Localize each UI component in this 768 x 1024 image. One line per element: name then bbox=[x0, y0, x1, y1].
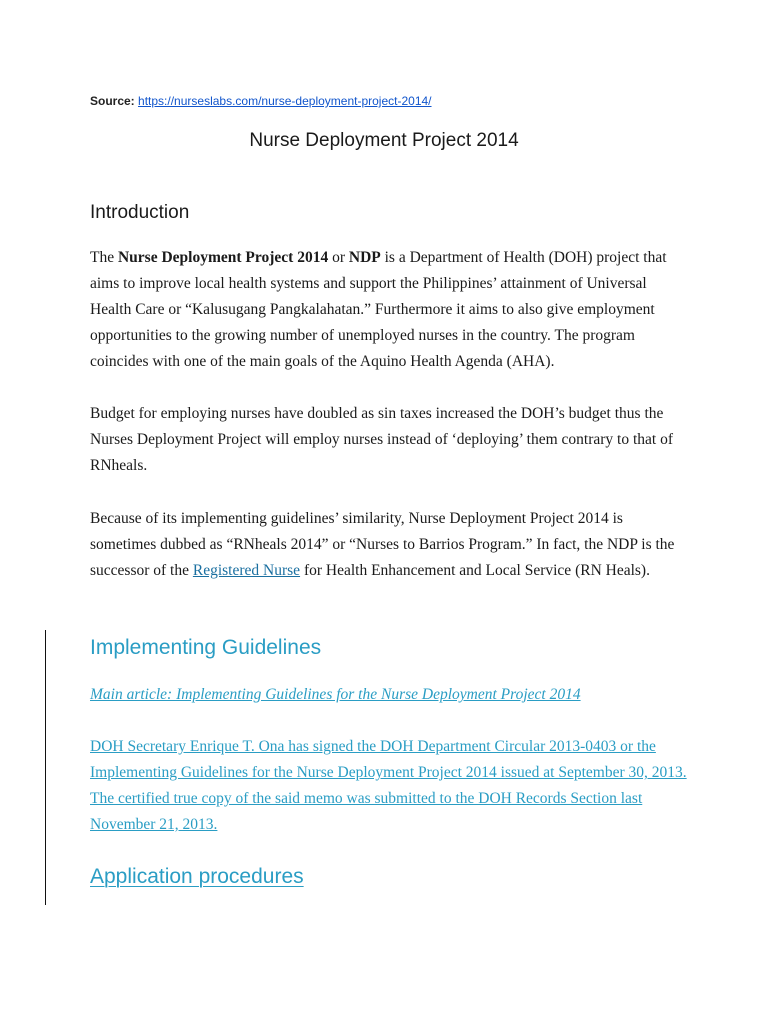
implementing-guidelines-body-link[interactable]: DOH Secretary Enrique T. Ona has signed the DOH Department Circular 2013-0403 or the Implementing Guidelines for the Nurse Deployment Project 2014 issued at September 30, 2013. The certified true copy of the said memo was submitted to the DOH Records Section last November 21, 2013. bbox=[90, 738, 687, 833]
source-line bbox=[90, 92, 432, 110]
intro-paragraph-3 bbox=[90, 506, 690, 584]
application-procedures-heading[interactable]: Application procedures bbox=[90, 865, 304, 888]
source-label: Source: bbox=[90, 94, 135, 108]
project-name-bold: Nurse Deployment Project 2014 bbox=[117, 249, 329, 266]
intro-text-2: or bbox=[328, 249, 349, 266]
margin-rule bbox=[45, 630, 46, 905]
intro-text-1: The bbox=[90, 249, 118, 266]
intro-text-3: is a Department of Health (DOH) project that aims to improve local health systems and support the Philippines’ attainment of Universal Health Care or “Kalusugang Pangkalahatan.” Furthermore it aims to also give employment opportunities to the growing number of unemployed nurses in the country. The program coincides with one of the main goals of the Aquino Health Agenda (AHA). bbox=[90, 249, 667, 370]
registered-nurse-link[interactable]: Registered Nurse bbox=[192, 562, 301, 579]
intro-paragraph-1 bbox=[90, 245, 690, 375]
para3-text-1: Because of its implementing guidelines’ similarity, Nurse Deployment Project 2014 is sometimes dubbed as “RNheals 2014” or “Nurses to Barrios Program.” In fact, the NDP is the successor of the bbox=[90, 510, 675, 579]
main-article-link[interactable]: Main article: Implementing Guidelines for the Nurse Deployment Project 2014 bbox=[90, 686, 581, 703]
introduction-heading: Introduction bbox=[90, 202, 190, 223]
intro-paragraph-2: Budget for employing nurses have doubled as sin taxes increased the DOH’s budget thus the Nurses Deployment Project will employ nurses instead of ‘deploying’ them contrary to that of RNheals. bbox=[90, 405, 673, 474]
implementing-guidelines-heading[interactable]: Implementing Guidelines bbox=[90, 636, 322, 659]
para3-text-2: for Health Enhancement and Local Service (RN Heals). bbox=[300, 562, 650, 579]
ndp-bold: NDP bbox=[348, 249, 381, 266]
source-link[interactable]: https://nurseslabs.com/nurse-deployment-project-2014/ bbox=[138, 94, 432, 108]
page-title: Nurse Deployment Project 2014 bbox=[249, 130, 519, 151]
